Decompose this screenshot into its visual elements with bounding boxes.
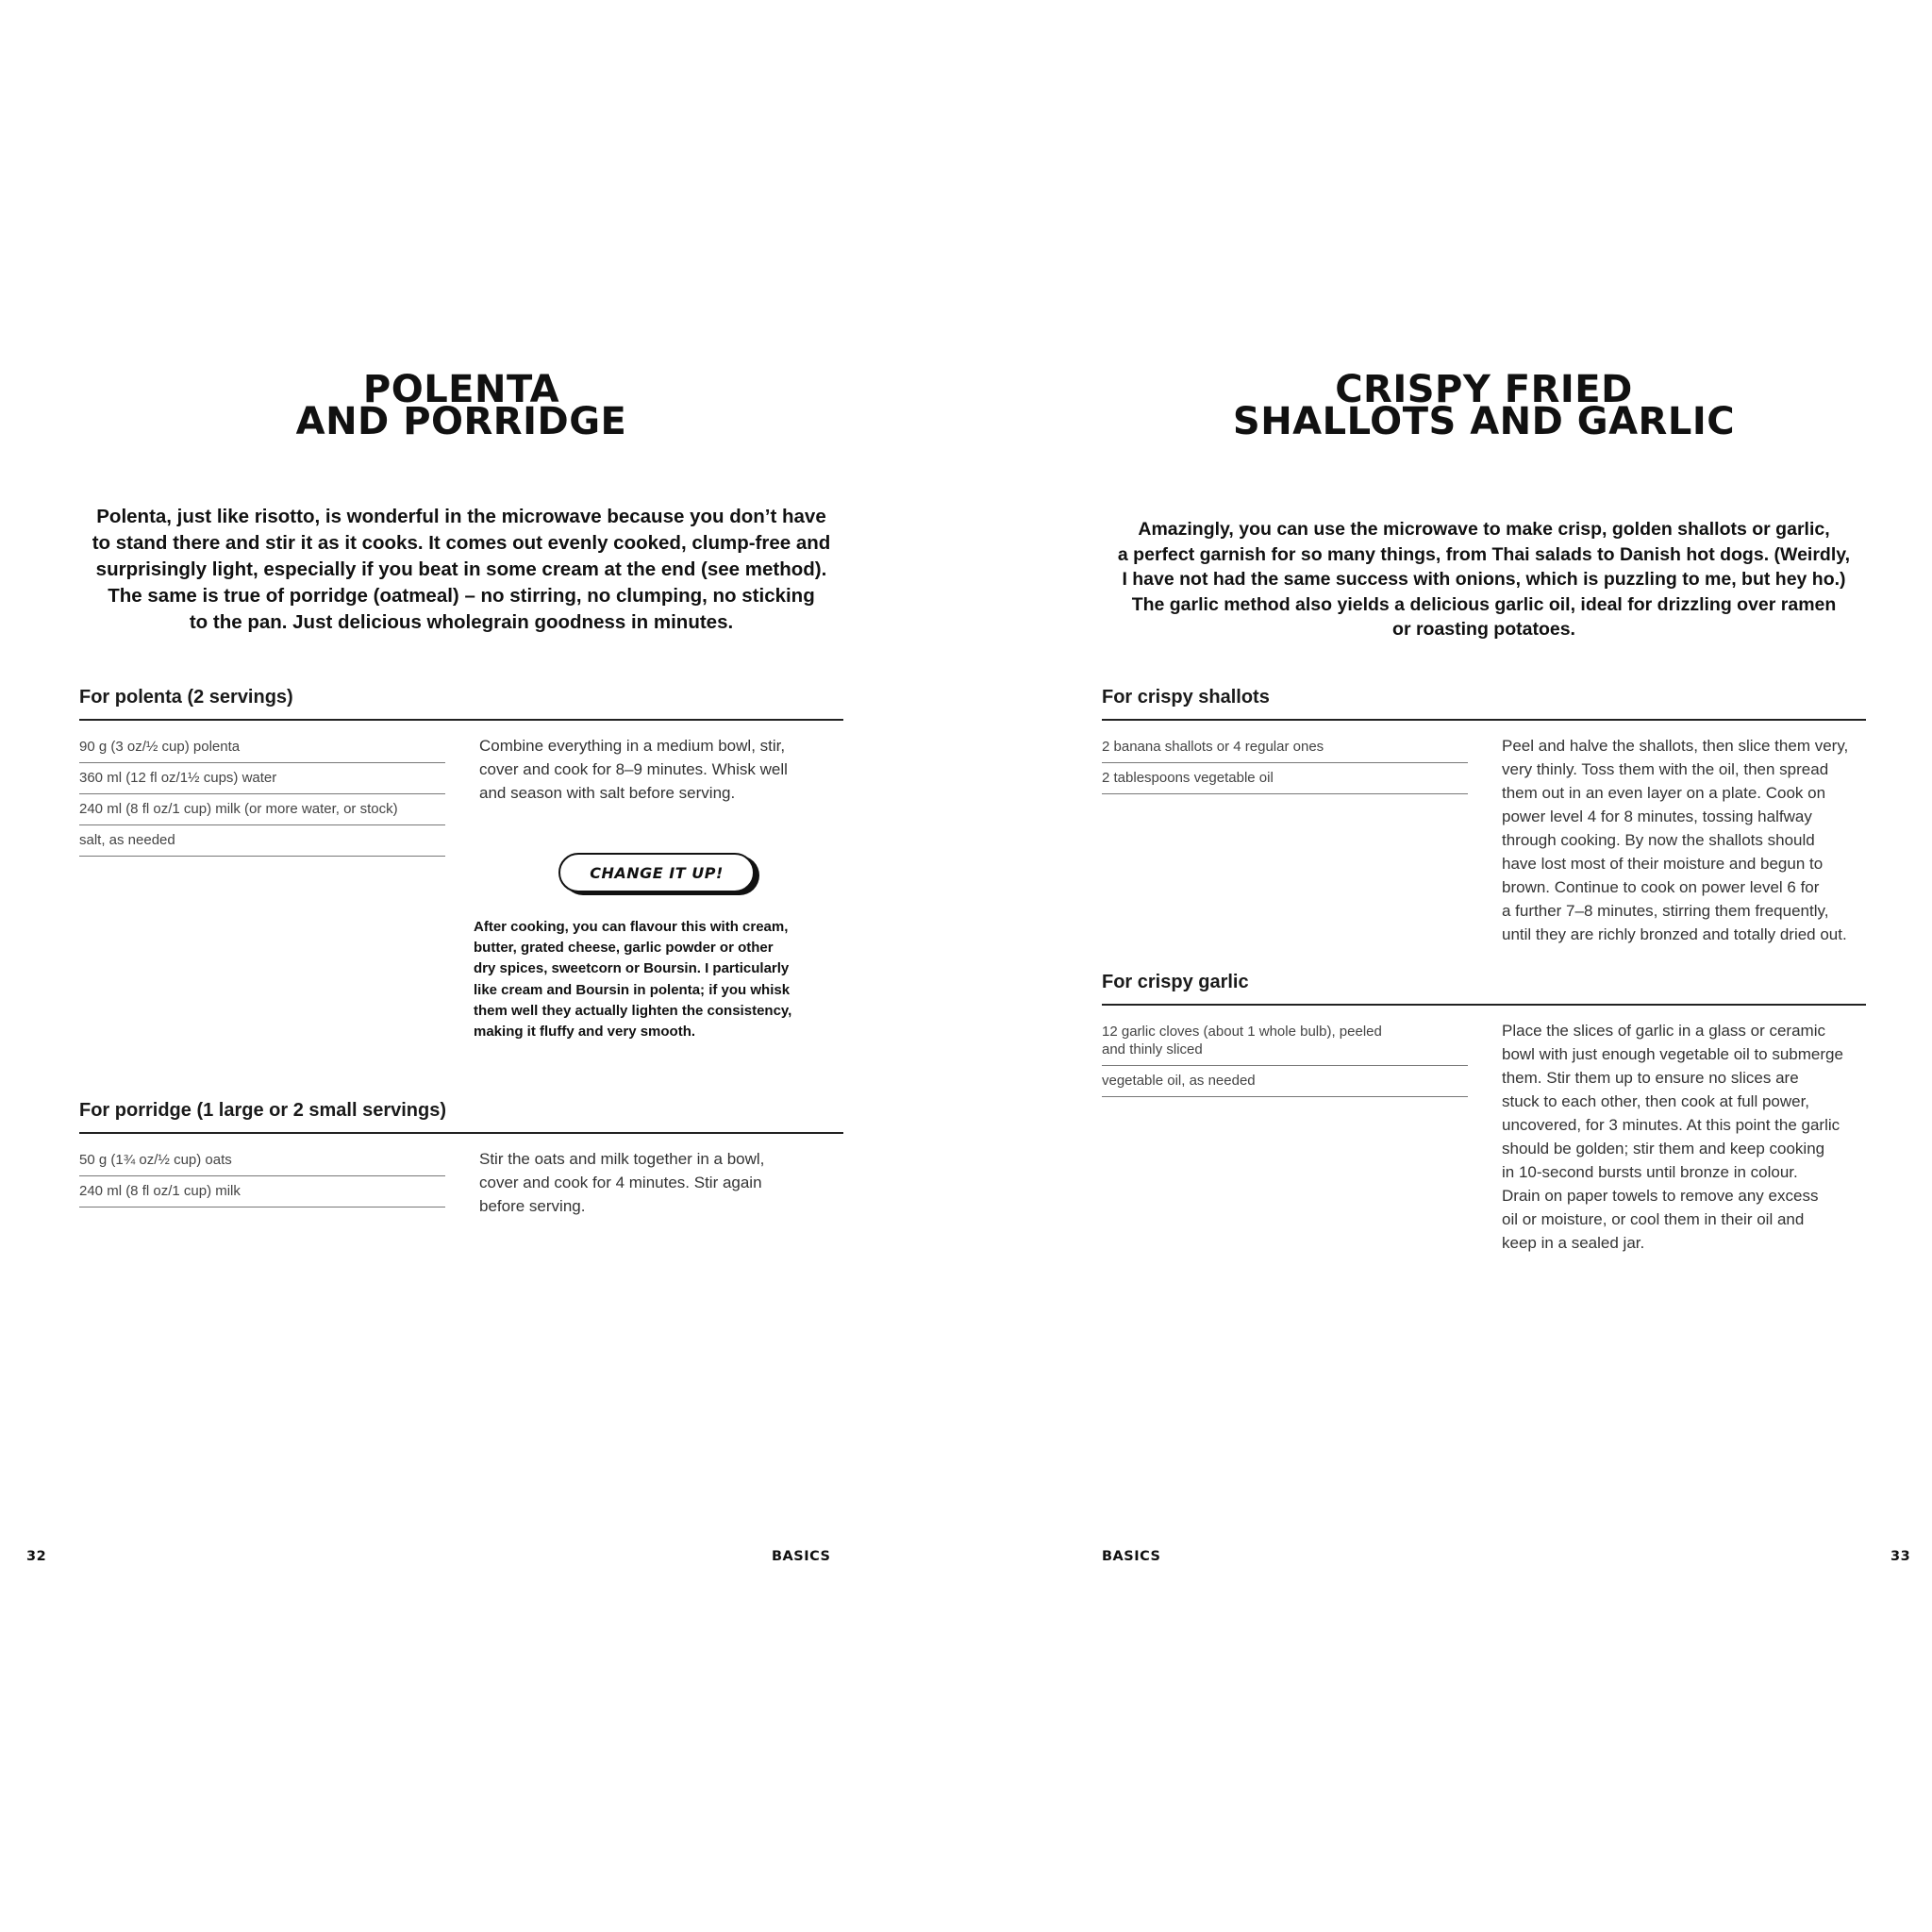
tip-line: dry spices, sweetcorn or Boursin. I particularly — [474, 960, 790, 977]
method-line: brown. Continue to cook on power level 6 for — [1502, 878, 1820, 896]
method-line: very thinly. Toss them with the oil, then spread — [1502, 760, 1829, 778]
method-line: before serving. — [479, 1197, 586, 1215]
ingredient-text: 240 ml (8 fl oz/1 cup) milk (or more water, or stock) — [79, 801, 398, 817]
method-line: keep in a sealed jar. — [1502, 1234, 1645, 1252]
ingredient-text: 90 g (3 oz/½ cup) polenta — [79, 739, 241, 755]
ingredient-item — [1102, 763, 1468, 794]
ingredient-text: 360 ml (12 fl oz/1½ cups) water — [79, 770, 277, 786]
tip-line: them well they actually lighten the consistency, — [474, 1002, 792, 1019]
running-head: BASICS — [1102, 1549, 1161, 1564]
method-line: Drain on paper towels to remove any excess — [1502, 1187, 1819, 1205]
ingredient-text: 2 banana shallots or 4 regular ones — [1102, 739, 1324, 755]
title-line: CRISPY FRIED — [1335, 368, 1633, 411]
method-line: Stir the oats and milk together in a bowl, — [479, 1150, 765, 1168]
ingredient-text: 240 ml (8 fl oz/1 cup) milk — [79, 1183, 241, 1199]
intro-line: I have not had the same success with onions, which is puzzling to me, but hey ho.) — [1122, 569, 1846, 590]
method-line: through cooking. By now the shallots should — [1502, 831, 1815, 849]
change-it-up-badge: CHANGE IT UP! — [558, 853, 755, 892]
tip-line: like cream and Boursin in polenta; if you whisk — [474, 981, 791, 998]
ingredient-item — [1102, 1066, 1468, 1097]
method-garlic — [1502, 1019, 1898, 1255]
ingredient-text: 2 tablespoons vegetable oil — [1102, 770, 1274, 786]
method-line: oil or moisture, or cool them in their oil and — [1502, 1210, 1805, 1228]
tip-line: butter, grated cheese, garlic powder or other — [474, 940, 774, 957]
running-head: BASICS — [772, 1549, 831, 1564]
method-polenta — [479, 734, 857, 805]
ingredient-list-polenta — [79, 732, 445, 857]
method-line: power level 4 for 8 minutes, tossing halfway — [1502, 808, 1812, 825]
method-line: them. Stir them up to ensure no slices are — [1502, 1069, 1799, 1087]
recipe-title — [79, 368, 843, 443]
page-number: 32 — [26, 1549, 47, 1564]
intro-line: Polenta, just like risotto, is wonderful in the microwave because you don’t have — [96, 506, 826, 527]
section-heading-polenta: For polenta (2 servings) — [79, 685, 843, 721]
method-line: bowl with just enough vegetable oil to submerge — [1502, 1045, 1843, 1063]
method-line: cover and cook for 8–9 minutes. Whisk well — [479, 760, 788, 778]
method-shallots — [1502, 734, 1898, 946]
change-it-up-tip — [474, 917, 860, 1042]
ingredient-text: salt, as needed — [79, 832, 175, 848]
method-line: a further 7–8 minutes, stirring them frequently, — [1502, 902, 1829, 920]
section-heading-porridge: For porridge (1 large or 2 small servings) — [79, 1098, 843, 1134]
ingredient-item — [79, 732, 445, 763]
method-line: cover and cook for 4 minutes. Stir again — [479, 1174, 762, 1191]
tip-line: making it fluffy and very smooth. — [474, 1024, 696, 1041]
ingredient-item — [79, 825, 445, 857]
ingredient-text: 12 garlic cloves (about 1 whole bulb), peeled — [1102, 1024, 1382, 1040]
ingredient-item — [79, 763, 445, 794]
method-line: uncovered, for 3 minutes. At this point the garlic — [1502, 1116, 1840, 1134]
ingredient-list-porridge — [79, 1145, 445, 1208]
section-heading-garlic: For crispy garlic — [1102, 970, 1866, 1006]
intro-line: or roasting potatoes. — [1392, 619, 1575, 640]
intro-line: surprisingly light, especially if you beat in some cream at the end (see method). — [95, 558, 827, 580]
method-line: Peel and halve the shallots, then slice them very, — [1502, 737, 1849, 755]
ingredient-item — [79, 1145, 445, 1176]
intro-line: to the pan. Just delicious wholegrain goodness in minutes. — [189, 611, 734, 633]
ingredient-item — [79, 1176, 445, 1208]
title-line: AND PORRIDGE — [295, 400, 627, 443]
method-line: in 10-second bursts until bronze in colour. — [1502, 1163, 1798, 1181]
intro-line: The same is true of porridge (oatmeal) – no stirring, no clumping, no sticking — [108, 585, 815, 607]
ingredient-item — [1102, 1017, 1468, 1066]
ingredient-list-shallots — [1102, 732, 1468, 794]
method-line: them out in an even layer on a plate. Cook on — [1502, 784, 1826, 802]
intro-line: to stand there and stir it as it cooks. It comes out evenly cooked, clump-free and — [92, 532, 831, 554]
recipe-intro — [1102, 517, 1866, 642]
section-heading-shallots: For crispy shallots — [1102, 685, 1866, 721]
intro-line: The garlic method also yields a delicious garlic oil, ideal for drizzling over ramen — [1131, 593, 1837, 615]
method-line: until they are richly bronzed and totally dried out. — [1502, 925, 1847, 943]
ingredient-text: and thinly sliced — [1102, 1041, 1203, 1058]
intro-line: Amazingly, you can use the microwave to make crisp, golden shallots or garlic, — [1138, 519, 1830, 540]
method-line: have lost most of their moisture and begun to — [1502, 855, 1824, 873]
title-line: SHALLOTS AND GARLIC — [1232, 400, 1736, 443]
right-page — [966, 0, 1932, 1932]
ingredient-item — [79, 794, 445, 825]
method-line: and season with salt before serving. — [479, 784, 736, 802]
ingredient-item — [1102, 732, 1468, 763]
method-line: stuck to each other, then cook at full power, — [1502, 1092, 1810, 1110]
method-line: Combine everything in a medium bowl, stir, — [479, 737, 786, 755]
ingredient-list-garlic — [1102, 1017, 1468, 1097]
page-number: 33 — [1890, 1549, 1911, 1564]
intro-line: a perfect garnish for so many things, from Thai salads to Danish hot dogs. (Weirdly, — [1117, 543, 1851, 565]
method-line: Place the slices of garlic in a glass or ceramic — [1502, 1022, 1825, 1040]
recipe-title — [1102, 368, 1866, 443]
title-line: POLENTA — [362, 368, 560, 411]
ingredient-text: vegetable oil, as needed — [1102, 1073, 1256, 1089]
tip-line: After cooking, you can flavour this with cream, — [474, 919, 789, 935]
recipe-intro — [79, 504, 843, 636]
ingredient-text: 50 g (1¾ oz/½ cup) oats — [79, 1152, 232, 1168]
method-line: should be golden; stir them and keep cooking — [1502, 1140, 1825, 1158]
method-porridge — [479, 1147, 857, 1218]
